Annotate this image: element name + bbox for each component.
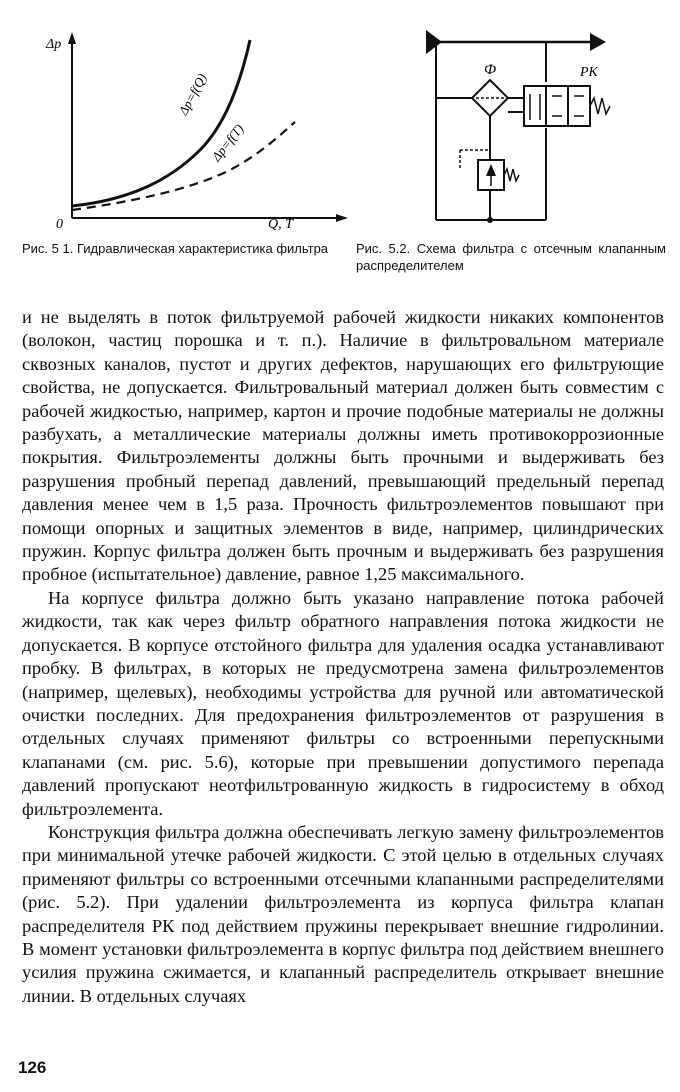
figure-5-1-graph (46, 30, 350, 232)
curve-dp-t-label: Δp=f(T) (208, 121, 247, 164)
valve-block-3 (568, 86, 590, 126)
valve-spring (590, 98, 610, 114)
outlet-arrow (590, 33, 606, 51)
body-text (22, 306, 664, 1008)
curve-dp-q (72, 40, 250, 206)
figure-5-2-schematic (420, 20, 660, 235)
figure-5-1-caption: Рис. 5 1. Гидравлическая характеристика фильтра (22, 241, 329, 256)
filter-label: Ф (484, 62, 497, 78)
check-valve-spring (504, 169, 519, 181)
paragraph-2: На корпусе фильтра должно быть указано направление потока рабочей жидкости, так как через фильтр обратного направления потока жидкости не допускается. В корпусе отстойного фильтра для удаления осадка устанавливают пробку. В фильтрах, в которых не предусмотрена замена фильтроэлементов (например, щелевых), необходимы устройства для ручной или автоматической очистки последних. Для предохранения фильтроэлементов от разрушения в отдельных случаях применяют фильтры со встроенными перепускными клапанами (см. рис. 5.6), которые при превышении допустимого перепада давлений пропускают неотфильтрованную жидкость в гидросистему в обход фильтроэлемента. (22, 587, 664, 819)
paragraph-1: и не выделять в поток фильтруемой рабочей жидкости никаких компонентов (волокон, частиц порошка и т. п.). Наличие в фильтровальном материале сквозных каналов, пустот и других дефектов, нарушающих его фильтрующие свойства, не допускается. Фильтровальный материал должен быть совместим с рабочей жидкостью, например, картон и прочие подобные материалы не должны разбухать, а металлические материалы должны иметь противокоррозионные покрытия. Фильтроэлементы должны быть прочными и выдерживать без разрушения пробный перепад давлений, превышающий предельный перепад давления менее чем в 1,5 раза. Прочность фильтроэлементов повышают при помощи опорных и защитных элементов в виде, например, цилиндрических пружин. Корпус фильтрa должен быть прочным и выдерживать без разрушения пробное (испытательное) давление, равное 1,25 максимального. (22, 307, 664, 585)
origin-label: 0 (56, 217, 63, 232)
valve-block-1 (524, 86, 546, 126)
curve-dp-q-label: Δp=f(Q) (175, 71, 210, 118)
x-axis-arrow (336, 214, 348, 222)
junction-dot-1 (487, 217, 493, 223)
figure-5-2-caption: Рис. 5.2. Схема фильтра с отсечным клапанным распределителем (356, 241, 666, 273)
page-number: 126 (18, 1058, 47, 1077)
inlet-arrow (426, 30, 442, 54)
valve-label: РК (580, 65, 598, 80)
paragraph-3: Конструкция фильтра должна обеспечивать легкую замену фильтроэлементов при минимальной утечке рабочей жидкости. С этой целью в отдельных случаях применяют фильтры со встроенными отсечными клапанными распределителями (рис. 5.2). При удалении фильтроэлемента из корпуса фильтра клапан распределителя РК под действием пружины перекрывает внешние гидролинии. В момент установки фильтроэлемента в корпус фильтра под действием внешнего усилия пружина сжимается, и клапанный распределитель открывает внешние линии. В отдельных случаях (22, 821, 664, 1006)
y-axis-label: Δp (46, 37, 62, 52)
x-axis-label: Q, T (268, 217, 293, 232)
y-axis-arrow (68, 32, 76, 44)
valve-block-2 (546, 86, 568, 126)
